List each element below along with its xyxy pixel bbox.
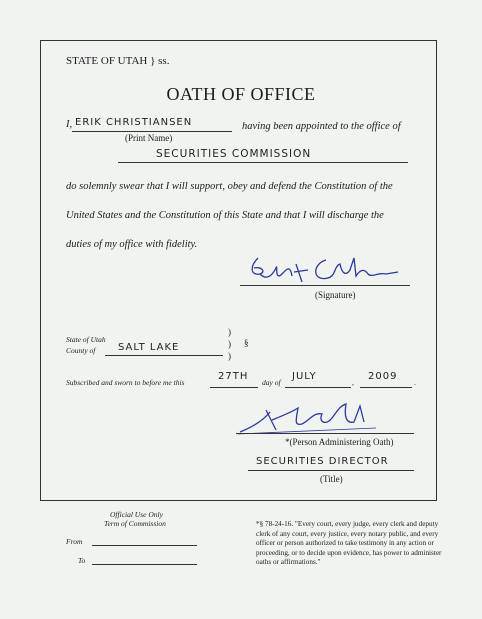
county-value: SALT LAKE [118,342,180,353]
office-underline [118,162,408,163]
official-use-label: Official Use Only [110,510,163,519]
from-underline [92,545,197,546]
oath-taker-signature [246,252,406,288]
state-header: STATE OF UTAH } ss. [66,55,170,67]
administrator-title-value: SECURITIES DIRECTOR [256,456,389,467]
year-underline [360,387,412,388]
statute-footnote: *§ 78-24-16. "Every court, every judge, every clerk and deputy clerk of any court, every justice, every notary public, and every officer or person authorized to take testimony in any action or proceeding, or to decide upon evidence, has power to administer oaths or affirmations." [256,520,442,566]
office-name: SECURITIES COMMISSION [156,148,312,160]
subscribed-text: Subscribed and sworn to before me this [66,378,185,387]
day-value: 27TH [218,371,249,382]
oath-prefix: I, [66,119,73,130]
to-label: To [78,556,86,565]
document-title: OATH OF OFFICE [166,84,316,104]
to-underline [92,564,197,565]
from-label: From [66,537,83,546]
signature-label: (Signature) [315,290,356,300]
appointed-text: having been appointed to the office of [242,121,401,132]
section-symbol: § [244,338,249,348]
print-name-label: (Print Name) [125,133,173,143]
signature-underline [240,285,410,286]
administrator-signature [236,402,386,436]
administrator-label: *(Person Administering Oath) [285,437,394,447]
year-value: 2009 [368,371,398,382]
period: . [414,378,416,387]
state-label: State of Utah [66,335,106,344]
day-of-label: day of [262,378,281,387]
administrator-underline [236,433,414,434]
oath-text-line-3: duties of my office with fidelity. [66,239,198,250]
title-underline [248,470,414,471]
printed-name: ERIK CHRISTIANSEN [75,117,193,128]
venue-brackets: ) ) ) [228,327,231,361]
term-of-commission-label: Term of Commission [104,519,166,528]
day-underline [210,387,258,388]
name-underline [72,131,232,132]
comma: , [352,378,354,387]
oath-text-line-2: United States and the Constitution of this State and that I will discharge the [66,210,384,221]
oath-text-line-1: do solemnly swear that I will support, obey and defend the Constitution of the [66,181,393,192]
county-underline [105,355,223,356]
month-value: JULY [292,371,317,382]
title-label: (Title) [320,474,343,484]
month-underline [285,387,351,388]
county-label: County of [66,346,96,355]
